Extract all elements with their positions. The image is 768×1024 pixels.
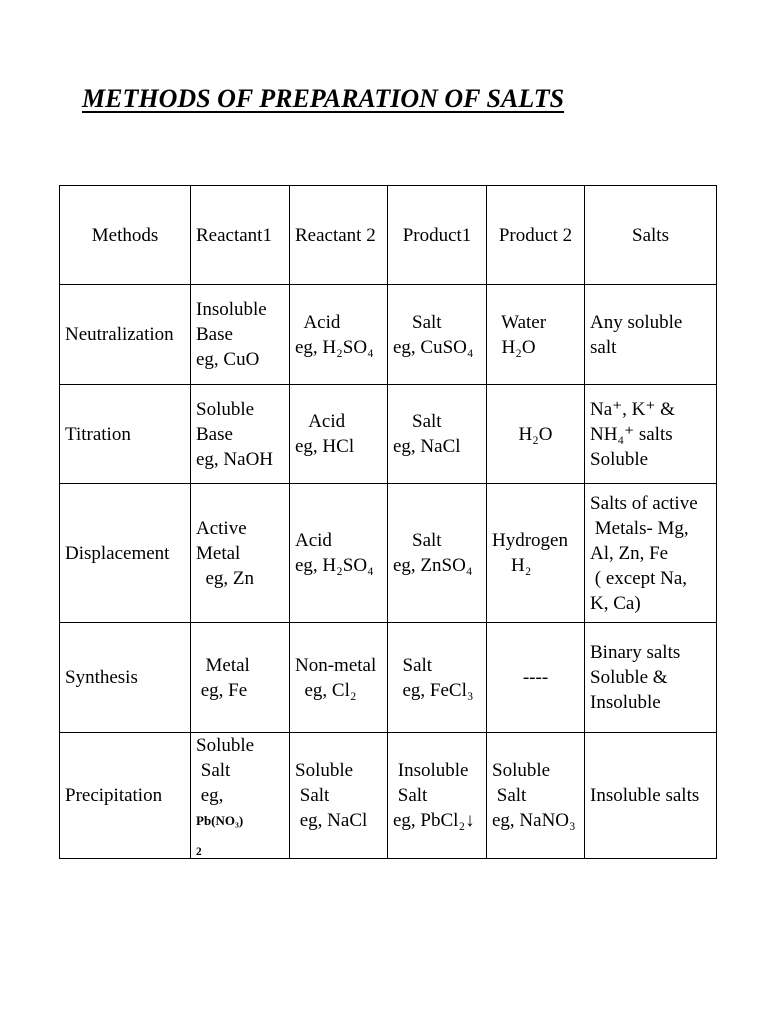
method-cell: Precipitation: [60, 733, 191, 859]
method-cell: Displacement: [60, 484, 191, 623]
salts-cell: Na⁺, K⁺ & NH₄⁺ salts Soluble: [585, 385, 717, 484]
product2-cell: Soluble Salt eg, NaNO₃: [487, 733, 585, 859]
product1-cell: Salt eg, NaCl: [388, 385, 487, 484]
table-row: [60, 623, 717, 733]
method-cell: Titration: [60, 385, 191, 484]
reactant1-cell: Insoluble Base eg, CuO: [191, 285, 290, 385]
method-cell: Synthesis: [60, 623, 191, 733]
product1-cell: Insoluble Salt eg, PbCl₂↓: [388, 733, 487, 859]
method-cell: Neutralization: [60, 285, 191, 385]
product1-cell: Salt eg, ZnSO₄: [388, 484, 487, 623]
salts-cell: Any soluble salt: [585, 285, 717, 385]
reactant1-cell: Metal eg, Fe: [191, 623, 290, 733]
header-reactant1: Reactant1: [191, 186, 290, 285]
reactant2-cell: Acid eg, H₂SO₄: [290, 285, 388, 385]
table-row: [60, 484, 717, 623]
reactant2-cell: Non-metal eg, Cl₂: [290, 623, 388, 733]
product1-cell: Salt eg, CuSO₄: [388, 285, 487, 385]
table-row: [60, 733, 717, 859]
reactant1-cell: Soluble Salt eg, Pb(NO₃) ₂: [191, 733, 290, 859]
table-header-row: [60, 186, 717, 285]
reactant2-cell: Soluble Salt eg, NaCl: [290, 733, 388, 859]
reactant2-cell: Acid eg, H₂SO₄: [290, 484, 388, 623]
product2-cell: Water H₂O: [487, 285, 585, 385]
product2-cell: ----: [487, 623, 585, 733]
reactant1-cell: Soluble Base eg, NaOH: [191, 385, 290, 484]
header-product1: Product1: [388, 186, 487, 285]
header-product2: Product 2: [487, 186, 585, 285]
product1-cell: Salt eg, FeCl₃: [388, 623, 487, 733]
table-row: [60, 285, 717, 385]
salts-cell: Insoluble salts: [585, 733, 717, 859]
reactant2-cell: Acid eg, HCl: [290, 385, 388, 484]
table-row: [60, 385, 717, 484]
product2-cell: H₂O: [487, 385, 585, 484]
reactant1-cell: Active Metal eg, Zn: [191, 484, 290, 623]
page-title: METHODS OF PREPARATION OF SALTS: [82, 84, 565, 113]
salts-cell: Binary salts Soluble & Insoluble: [585, 623, 717, 733]
header-salts: Salts: [585, 186, 717, 285]
salts-cell: Salts of active Metals- Mg, Al, Zn, Fe ( except Na, K, Ca): [585, 484, 717, 623]
salts-preparation-table: [59, 185, 717, 859]
product2-cell: Hydrogen H₂: [487, 484, 585, 623]
header-methods: Methods: [60, 186, 191, 285]
header-reactant2: Reactant 2: [290, 186, 388, 285]
